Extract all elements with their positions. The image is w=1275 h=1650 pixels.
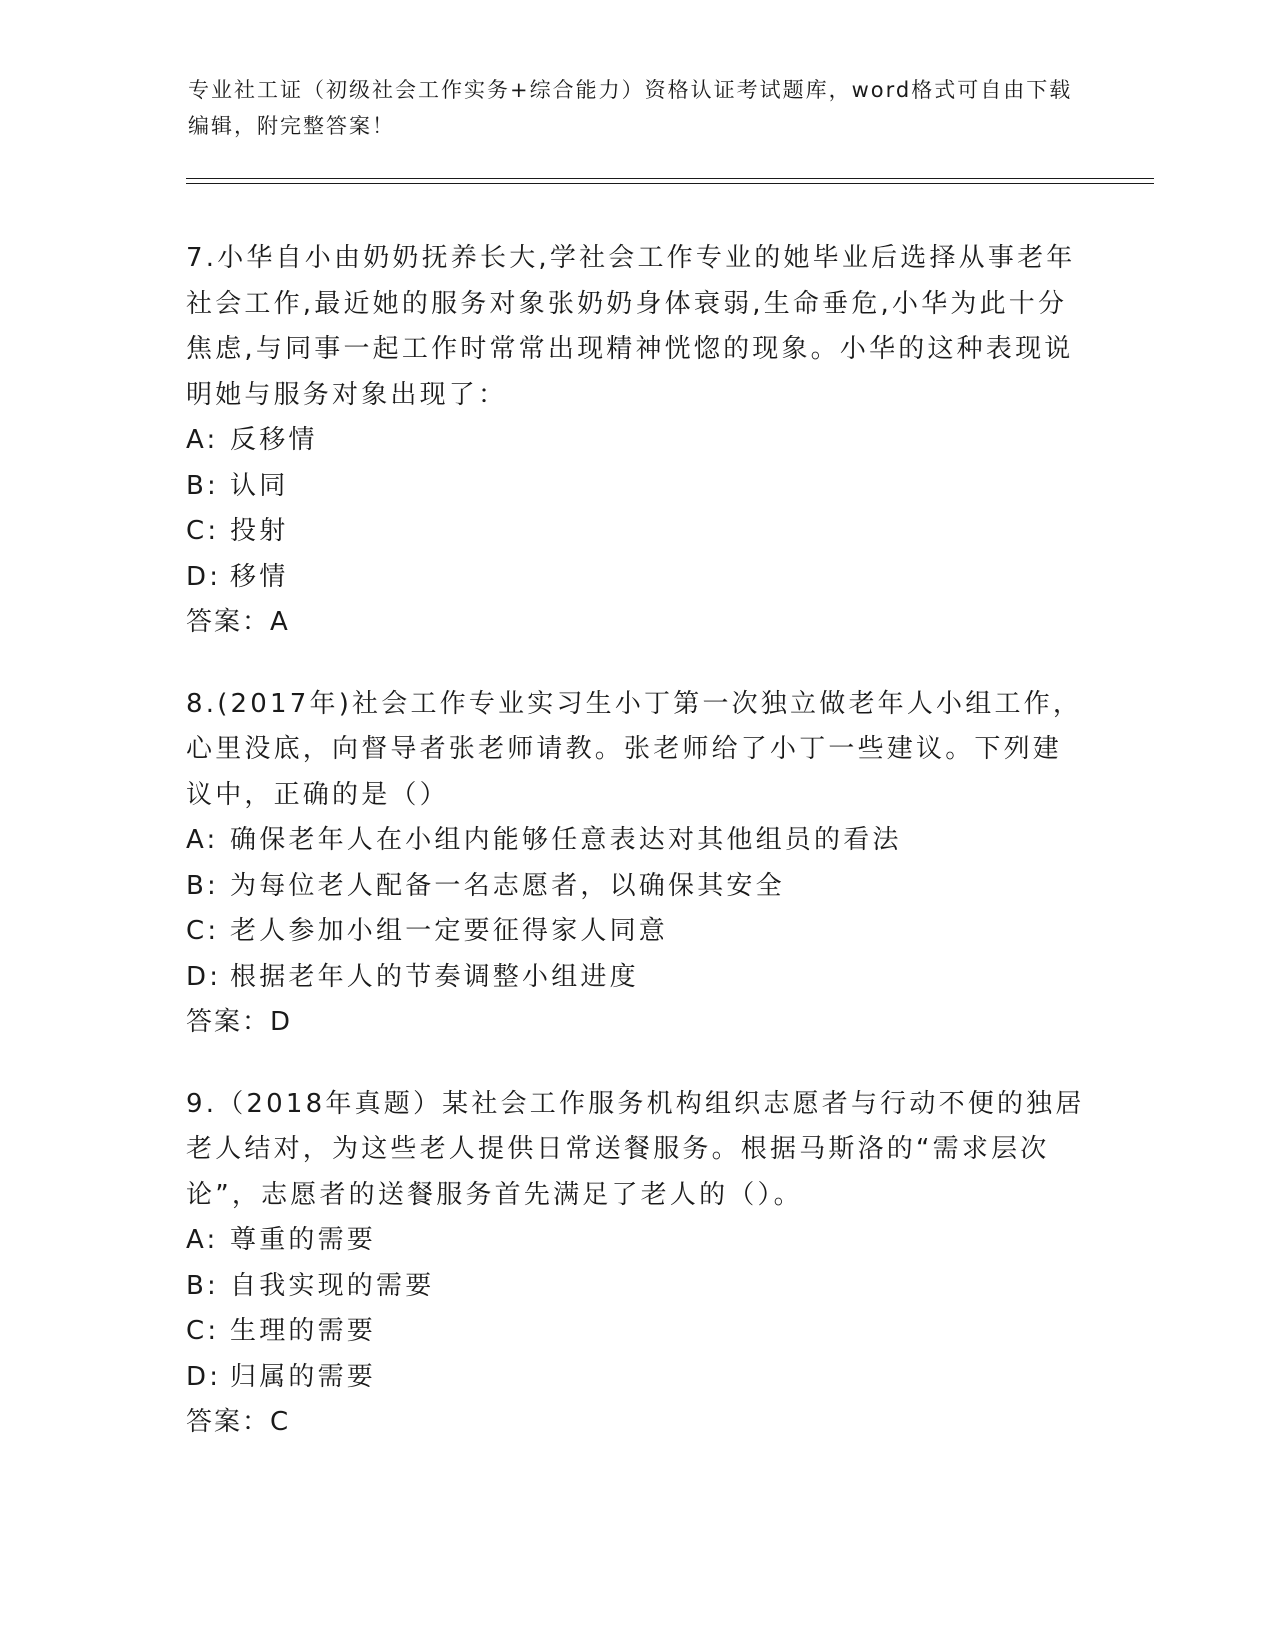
option-c bbox=[186, 509, 1086, 555]
answer-line: 答案：C bbox=[186, 1407, 291, 1437]
option-b bbox=[186, 1264, 1086, 1310]
option-a bbox=[186, 418, 1086, 464]
option-key: A: bbox=[186, 425, 219, 455]
answer-line: 答案：D bbox=[186, 1007, 293, 1037]
option-c bbox=[186, 909, 1086, 955]
option-a bbox=[186, 818, 1086, 864]
option-b bbox=[186, 864, 1086, 910]
question-8 bbox=[186, 682, 1086, 1046]
option-text: 老人参加小组一定要征得家人同意 bbox=[230, 916, 669, 946]
question-text: 7.小华自小由奶奶抚养长大,学社会工作专业的她毕业后选择从事老年社会工作,最近她的服务对象张奶奶身体衰弱,生命垂危,小华为此十分焦虑,与同事一起工作时常常出现精神恍惚的现象。小华的这种表现说明她与服务对象出现了： bbox=[186, 243, 1076, 410]
option-key: C: bbox=[186, 916, 220, 946]
option-key: C: bbox=[186, 516, 220, 546]
option-text: 自我实现的需要 bbox=[230, 1270, 435, 1301]
option-key: D: bbox=[186, 561, 222, 592]
option-key: D: bbox=[186, 961, 222, 992]
question-9 bbox=[186, 1082, 1086, 1446]
option-d bbox=[186, 1355, 1086, 1401]
option-d bbox=[186, 555, 1086, 601]
option-key: B: bbox=[186, 870, 219, 901]
option-a bbox=[186, 1218, 1086, 1264]
document-header bbox=[188, 72, 1088, 144]
option-text: 为每位老人配备一名志愿者，以确保其安全 bbox=[230, 870, 785, 901]
option-key: C: bbox=[186, 1316, 220, 1346]
option-text: 认同 bbox=[230, 470, 289, 501]
option-c bbox=[186, 1309, 1086, 1355]
option-key: A: bbox=[186, 825, 219, 855]
question-text: 8.(2017年)社会工作专业实习生小丁第一次独立做老年人小组工作，心里没底，向督导者张老师请教。张老师给了小丁一些建议。下列建议中，正确的是（） bbox=[186, 688, 1083, 810]
option-text: 根据老年人的节奏调整小组进度 bbox=[230, 961, 639, 992]
option-d bbox=[186, 955, 1086, 1001]
option-text: 生理的需要 bbox=[230, 1316, 377, 1346]
question-list bbox=[186, 236, 1086, 1482]
header-divider-top bbox=[186, 178, 1154, 179]
option-key: A: bbox=[186, 1225, 219, 1255]
header-title: 专业社工证（初级社会工作实务+综合能力）资格认证考试题库，word格式可自由下载编辑，附完整答案！ bbox=[188, 78, 1073, 138]
question-text: 9.（2018年真题）某社会工作服务机构组织志愿者与行动不便的独居老人结对，为这些老人提供日常送餐服务。根据马斯洛的“需求层次论”，志愿者的送餐服务首先满足了老人的（）。 bbox=[186, 1088, 1085, 1210]
option-b bbox=[186, 464, 1086, 510]
option-text: 投射 bbox=[230, 516, 289, 546]
option-key: B: bbox=[186, 470, 219, 501]
header-divider-bottom bbox=[186, 183, 1154, 184]
option-text: 反移情 bbox=[230, 425, 318, 455]
option-text: 归属的需要 bbox=[230, 1361, 377, 1392]
option-text: 确保老年人在小组内能够任意表达对其他组员的看法 bbox=[230, 825, 902, 855]
option-key: D: bbox=[186, 1361, 222, 1392]
option-text: 移情 bbox=[230, 561, 289, 592]
answer-line: 答案：A bbox=[186, 607, 290, 637]
option-text: 尊重的需要 bbox=[230, 1225, 377, 1255]
option-key: B: bbox=[186, 1270, 219, 1301]
question-7 bbox=[186, 236, 1086, 646]
